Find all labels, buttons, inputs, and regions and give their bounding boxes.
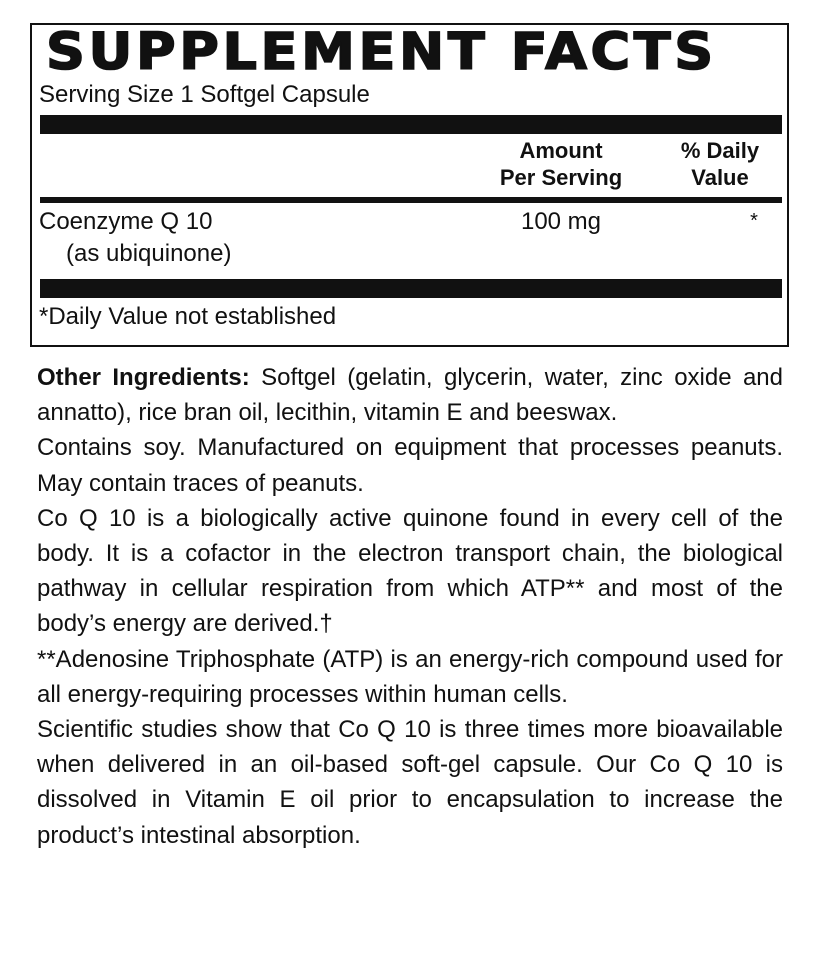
- product-description: Co Q 10 is a biologically active quinone found in every cell of the body. It is a cofactor in the electron transport chain, the biological pathway in cellular respiration from which ATP** and most of the body’s energy are derived.†: [37, 504, 783, 638]
- ingredient-amount: 100 mg: [520, 208, 602, 235]
- column-header-daily-value: [669, 137, 771, 191]
- ingredient-name: Coenzyme Q 10: [39, 208, 213, 235]
- serving-size: Serving Size 1 Softgel Capsule: [39, 81, 370, 108]
- column-header-amount: [490, 137, 632, 191]
- column-header-dv-line1: % Daily: [680, 138, 760, 163]
- bioavailability-statement: Scientific studies show that Co Q 10 is three times more bioavailable when delivered in an oil-based soft-gel capsule. Our Co Q 10 is dissolved in Vitamin E oil prior to encapsulation to increase the product’s intestinal absorption.: [37, 716, 783, 849]
- supplement-facts-panel: [30, 23, 789, 347]
- divider-thick-top: [40, 115, 782, 134]
- other-ingredients-text: Softgel (gelatin, glycerin, water, zinc oxide and annatto), rice bran oil, lecithin, vitamin E and beeswax.: [37, 364, 783, 427]
- column-header-dv-line2: Value: [691, 165, 749, 190]
- label-details: [37, 360, 783, 853]
- panel-title: SUPPLEMENT FACTS: [46, 23, 717, 82]
- divider-header-rule: [40, 197, 782, 203]
- atp-footnote: **Adenosine Triphosphate (ATP) is an energy-rich compound used for all energy-requiring processes within human cells.: [37, 645, 783, 708]
- allergen-statement: Contains soy. Manufactured on equipment that processes peanuts. May contain traces of peanuts.: [37, 434, 783, 497]
- other-ingredients: [37, 360, 783, 430]
- ingredient-daily-value: *: [750, 210, 758, 232]
- column-header-amount-line1: Amount: [519, 138, 603, 163]
- daily-value-footnote: *Daily Value not established: [39, 303, 337, 330]
- other-ingredients-label: Other Ingredients:: [37, 364, 250, 391]
- divider-thick-bottom: [40, 279, 782, 298]
- column-header-amount-line2: Per Serving: [499, 165, 623, 190]
- ingredient-form: (as ubiquinone): [66, 240, 232, 267]
